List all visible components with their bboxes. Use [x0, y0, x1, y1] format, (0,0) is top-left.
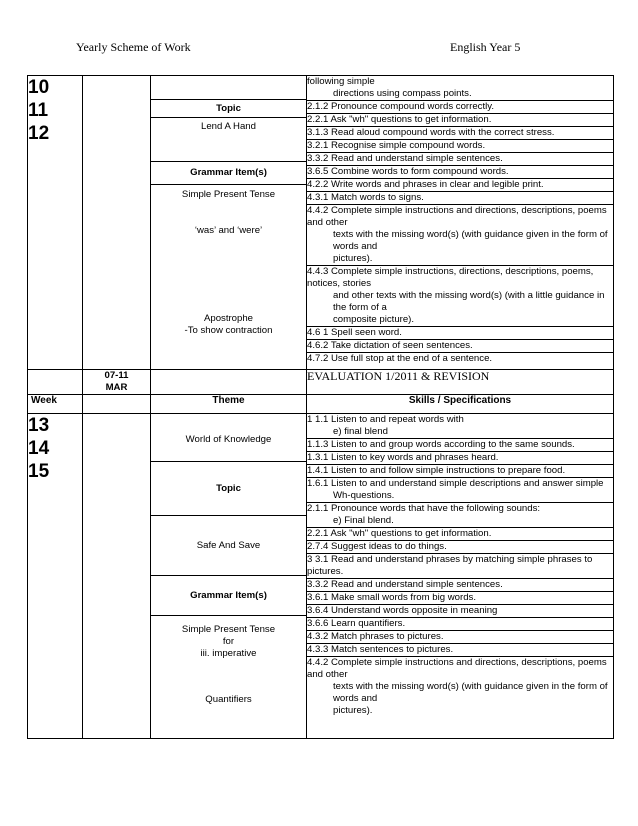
col-header-blank [83, 395, 151, 414]
skill-line: 4.3.1 Match words to signs. [307, 192, 613, 205]
skill-line: 3.6.6 Learn quantifiers. [307, 618, 613, 631]
header-left: Yearly Scheme of Work [76, 40, 191, 54]
week-number: 15 [28, 461, 50, 482]
scheme-table [27, 75, 614, 739]
skill-line: 2.1.1 Pronounce words that have the following sounds: e) Final blend. [307, 503, 613, 528]
grammar-item: for [222, 636, 235, 647]
block2-date-cell [83, 414, 151, 739]
eval-date: 07-11 MAR [83, 370, 151, 395]
skill-line: 2.2.1 Ask "wh" questions to get information. [307, 114, 613, 127]
eval-theme-cell [151, 370, 307, 395]
grammar-item: Quantifiers [205, 694, 252, 705]
skill-line: 3.2.1 Recognise simple compound words. [307, 140, 613, 153]
grammar-items [151, 616, 306, 738]
grammar-item: Simple Present Tense [181, 189, 276, 200]
skill-line: 3.1.3 Read aloud compound words with the correct stress. [307, 127, 613, 140]
skill-line: 3.6.5 Combine words to form compound words. [307, 166, 613, 179]
topic-label: Topic [151, 462, 306, 516]
skill-line: 3.6.4 Understand words opposite in meaning [307, 605, 613, 618]
skill-line: 4.3.2 Match phrases to pictures. [307, 631, 613, 644]
skill-line: 4.6.2 Take dictation of seen sentences. [307, 340, 613, 353]
skill-line: 3.6.1 Make small words from big words. [307, 592, 613, 605]
block2-skills [307, 414, 614, 739]
grammar-item: Apostrophe [203, 313, 254, 324]
skill-line: 3.3.2 Read and understand simple sentences. [307, 153, 613, 166]
skill-line: 2.7.4 Suggest ideas to do things. [307, 541, 613, 554]
skill-line: 3 3.1 Read and understand phrases by matching simple phrases to pictures. [307, 554, 613, 579]
skill-line: 4.6 1 Spell seen word. [307, 327, 613, 340]
skill-line: 4.4.2 Complete simple instructions and directions, descriptions, poems and other texts with the missing word(s) (with guidance given in the form of words and pictures). [307, 657, 608, 716]
grammar-items [151, 185, 306, 369]
skill-line: 4.4.3 Complete simple instructions, directions, descriptions, poems, notices, stories and other texts with the missing word(s) (with a little guidance in the form of a composite picture). [307, 266, 613, 327]
grammar-label: Grammar Item(s) [151, 576, 306, 616]
col-header-theme: Theme [151, 395, 307, 414]
skill-line: 4.3.3 Match sentences to pictures. [307, 644, 613, 657]
block1-weeks [28, 76, 83, 370]
eval-text: EVALUATION 1/2011 & REVISION [307, 370, 614, 395]
grammar-item: Simple Present Tense [181, 624, 276, 635]
evaluation-row [28, 370, 614, 395]
topic-value: Safe And Save [151, 516, 306, 576]
skill-line: 2.2.1 Ask "wh" questions to get information. [307, 528, 613, 541]
col-header-skills: Skills / Specifications [307, 395, 614, 414]
block1-skills [307, 76, 614, 370]
block2-weeks [28, 414, 83, 739]
grammar-item: iii. imperative [200, 648, 257, 659]
grammar-item: -To show contraction [184, 325, 273, 336]
week-number: 14 [28, 438, 50, 459]
header-right: English Year 5 [450, 40, 521, 54]
skill-line: 4.2.2 Write words and phrases in clear and legible print. [307, 179, 613, 192]
grammar-item: ‘was’ and ‘were’ [194, 225, 263, 236]
skill-line: 1.4.1 Listen to and follow simple instructions to prepare food. [307, 465, 613, 478]
block1-blank [151, 76, 306, 100]
theme-value: World of Knowledge [151, 414, 306, 462]
week-number: 10 [28, 77, 50, 98]
grammar-label: Grammar Item(s) [151, 162, 306, 185]
skill-line: 4.7.2 Use full stop at the end of a sentence. [307, 353, 493, 364]
col-header-week: Week [28, 395, 83, 414]
eval-week-cell [28, 370, 83, 395]
skill-line: 1.1.3 Listen to and group words according to the same sounds. [307, 439, 613, 452]
skill-line: 1.6.1 Listen to and understand simple descriptions and answer simple Wh-questions. [307, 478, 613, 503]
skill-line: 4.4.2 Complete simple instructions and directions, descriptions, poems and other texts with the missing word(s) (with guidance given in the form of words and pictures). [307, 205, 613, 266]
week-number: 11 [28, 100, 49, 121]
skill-line: following simple directions using compass points. [307, 76, 613, 101]
skill-line: 3.3.2 Read and understand simple sentences. [307, 579, 613, 592]
skill-line: 1.3.1 Listen to key words and phrases heard. [307, 452, 613, 465]
skill-line: 2.1.2 Pronounce compound words correctly. [307, 101, 613, 114]
week-number: 12 [28, 123, 50, 144]
block1-date-cell [83, 76, 151, 370]
topic-value: Lend A Hand [151, 118, 306, 162]
table-header-row [28, 395, 614, 414]
skill-line: 1 1.1 Listen to and repeat words with e) final blend [307, 414, 613, 439]
block1-row [28, 76, 614, 370]
topic-label: Topic [151, 100, 306, 118]
block1-theme-cell [151, 76, 307, 370]
block2-theme-cell [151, 414, 307, 739]
block2-row [28, 414, 614, 739]
week-number: 13 [28, 415, 50, 436]
